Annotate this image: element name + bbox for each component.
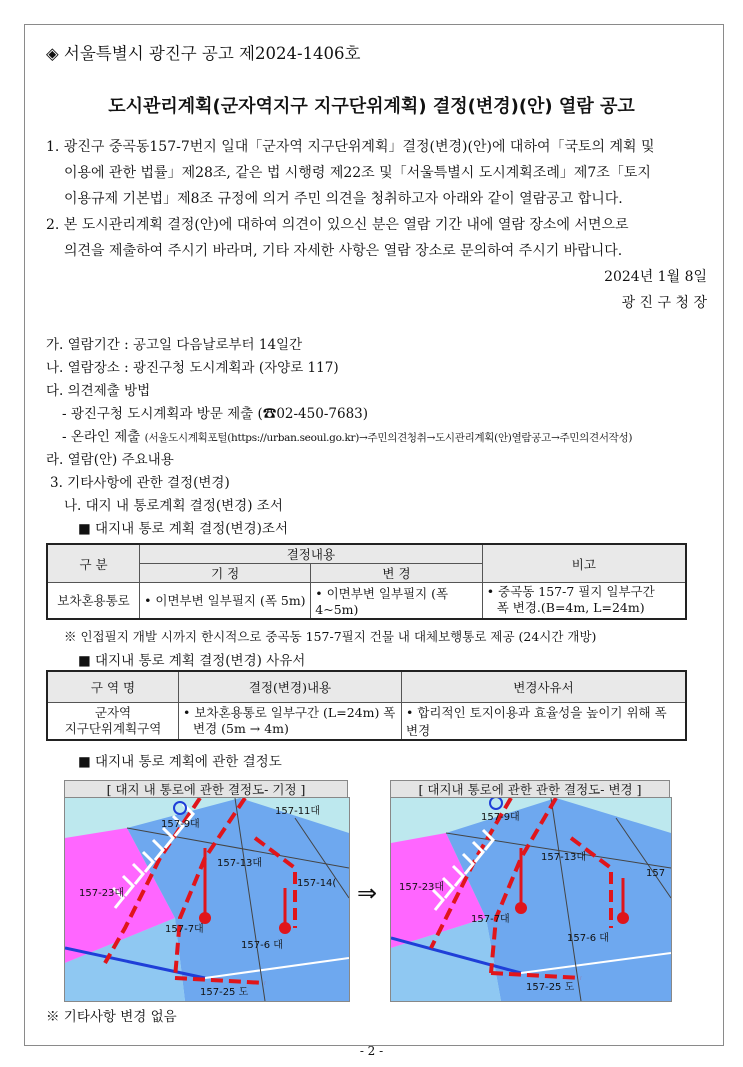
paragraph-2-line-2: 의견을 제출하여 주시기 바라며, 기타 자세한 사항은 열람 장소로 문의하여 주시기 바랍니다. — [64, 243, 623, 259]
submission-online-label: - 온라인 제출 — [62, 429, 141, 445]
row-remark-line-2: 폭 변경.(B=4m, L=24m) — [496, 600, 645, 616]
paragraph-1-line-3: 이용규제 기본법」제8조 규정에 의거 주민 의견을 청취하고자 아래와 같이 열람공고 합니다. — [64, 191, 623, 207]
map-change-caption: [ 대지내 통로에 관한 관한 결정도- 변경 ] — [390, 780, 670, 799]
header-remark: 비고 — [482, 544, 686, 583]
header-change: 변 경 — [311, 564, 482, 583]
lot-label: 157-13대 — [217, 858, 263, 869]
row-remark-line-1: • 중곡동 157-7 필지 일부구간 — [486, 584, 655, 600]
submission-online — [62, 425, 632, 445]
lot-label: 157-25 도 — [200, 987, 249, 998]
row-content-line-1: • 보차혼용통로 일부구간 (L=24m) 폭 — [183, 704, 396, 720]
header-existing: 기 정 — [140, 564, 311, 583]
lot-label: 157-23대 — [79, 888, 125, 899]
lot-label: 157-13대 — [541, 852, 587, 863]
header-category: 구 분 — [47, 544, 140, 583]
header-reason: 변경사유서 — [402, 671, 687, 702]
lot-label: 157-9대 — [161, 819, 200, 830]
announcement-number: ◈ 서울특별시 광진구 공고 제2024-1406호 — [46, 44, 361, 63]
passage-decision-table — [46, 543, 687, 620]
paragraph-1-line-1: 1. 광진구 중곡동157-7번지 일대「군자역 지구단위계획」결정(변경)(안)에 대하여「국토의 계획 및 — [46, 139, 655, 155]
section-3-na-heading: 나. 대지 내 통로계획 결정(변경) 조서 — [64, 498, 283, 514]
map-change — [390, 797, 672, 1002]
row-category: 보차혼용통로 — [47, 583, 140, 619]
row-change: • 이면부변 일부필지 (폭 4~5m) — [311, 583, 482, 619]
viewing-period: 가. 열람기간 : 공고일 다음날로부터 14일간 — [46, 337, 303, 353]
map-existing — [64, 797, 350, 1002]
lot-label: 157-7대 — [471, 914, 510, 925]
change-arrow: ⇒ — [357, 879, 378, 907]
lot-label: 157-9대 — [481, 812, 520, 823]
passage-decision-heading: ■ 대지내 통로 계획 결정(변경)조서 — [78, 521, 288, 537]
submission-method-heading: 다. 의견제출 방법 — [46, 383, 151, 399]
main-content-heading: 라. 열람(안) 주요내용 — [46, 452, 174, 468]
row-content-line-2: 변경 (5m → 4m) — [193, 720, 289, 736]
header-content: 결정(변경)내용 — [179, 671, 402, 702]
issuer-name: 광 진 구 청 장 — [621, 295, 707, 311]
submission-visit: - 광진구청 도시계획과 방문 제출 (☎02-450-7683) — [62, 406, 369, 422]
reason-table — [46, 670, 687, 741]
row-reason: • 합리적인 토지이용과 효율성을 높이기 위해 폭 변경 — [402, 702, 687, 740]
notice-date: 2024년 1월 8일 — [604, 269, 707, 285]
no-other-change-note: ※ 기타사항 변경 없음 — [46, 1009, 177, 1025]
lot-label: 157-6 대 — [241, 940, 283, 951]
map-existing-caption: [ 대지 내 통로에 관한 결정도- 기정 ] — [64, 780, 348, 799]
temporary-passage-note: ※ 인접필지 개발 시까지 한시적으로 중곡동 157-7필지 건물 내 대체보행통로 제공 (24시간 개방) — [64, 629, 597, 644]
lot-label: 157-11대 — [275, 806, 321, 817]
paragraph-1-line-2: 이용에 관한 법률」제28조, 같은 법 시행령 제22조 및「서울특별시 도시계획조례」제7조「토지 — [64, 165, 651, 181]
map-change-drawing — [391, 798, 671, 1001]
section-3-heading: 3. 기타사항에 관한 결정(변경) — [50, 475, 230, 491]
reason-heading: ■ 대지내 통로 계획 결정(변경) 사유서 — [78, 653, 306, 669]
header-area: 구 역 명 — [47, 671, 179, 702]
submission-online-path: (서울도시계획포털(https://urban.seoul.go.kr)→주민의견청취→도시관리계획(안)열람공고→주민의견서작성) — [144, 432, 633, 444]
paragraph-2-line-1: 2. 본 도시관리계획 결정(안)에 대하여 의견이 있으신 분은 열람 기간 내에 열람 장소에 서면으로 — [46, 217, 629, 233]
viewing-place: 나. 열람장소 : 광진구청 도시계획과 (자양로 117) — [46, 360, 339, 376]
page-number: - 2 - — [359, 1044, 384, 1058]
lot-label: 157-23대 — [399, 882, 445, 893]
lot-label: 157-6 대 — [567, 933, 609, 944]
header-decision: 결정내용 — [140, 544, 483, 564]
row-area — [47, 702, 179, 740]
lot-label: 157-7대 — [165, 924, 204, 935]
lot-label: 157-25 도 — [526, 982, 575, 993]
row-existing: • 이면부변 일부필지 (폭 5m) — [140, 583, 311, 619]
row-area-line-1: 군자역 — [94, 704, 132, 720]
map-heading: ■ 대지내 통로 계획에 관한 결정도 — [78, 754, 282, 770]
map-existing-drawing — [65, 798, 349, 1001]
lot-label: 157-14( — [297, 878, 337, 889]
row-remark — [482, 583, 686, 619]
row-content — [179, 702, 402, 740]
page-title: 도시관리계획(군자역지구 지구단위계획) 결정(변경)(안) 열람 공고 — [108, 96, 635, 117]
row-area-line-2: 지구단위계획구역 — [64, 720, 162, 736]
lot-label: 157 — [646, 868, 666, 879]
